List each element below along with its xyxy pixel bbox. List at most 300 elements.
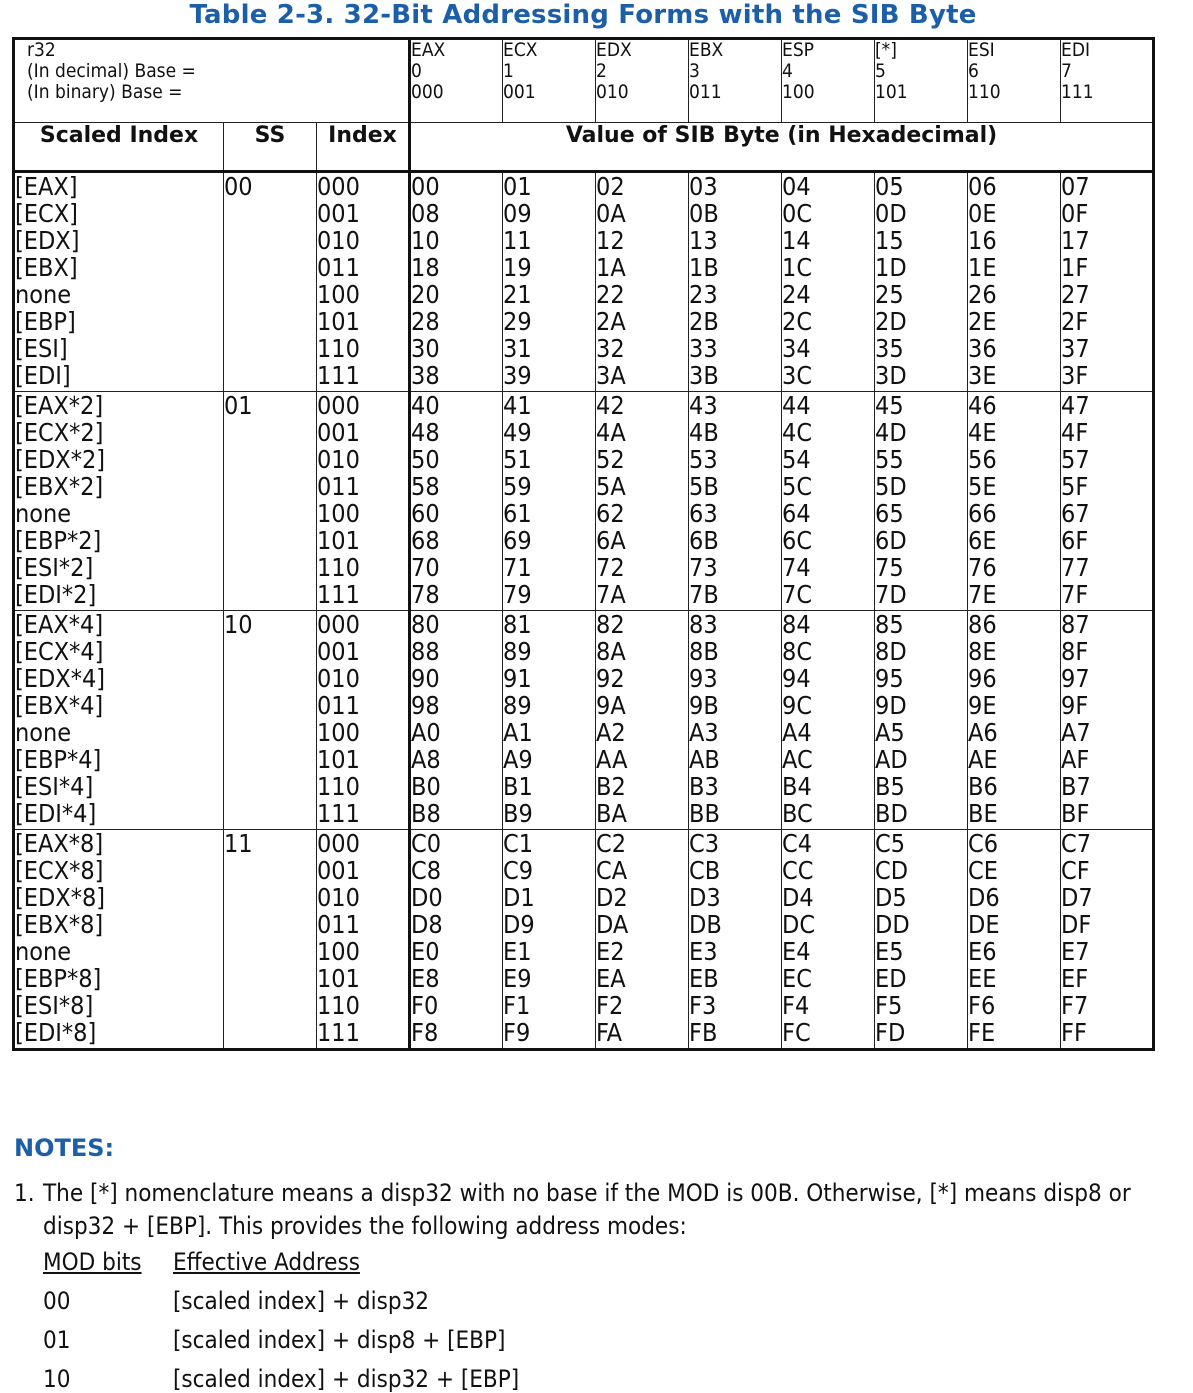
index-value: 101 <box>317 307 360 336</box>
scaled-index-cell <box>14 830 224 1050</box>
sib-hex-value: 85 <box>875 610 904 639</box>
sib-value-cell <box>689 392 782 611</box>
sib-hex-value: B5 <box>875 772 905 801</box>
base-column-header <box>596 39 689 123</box>
base-binary-label: (In binary) Base = <box>27 81 183 103</box>
sib-hex-value: 65 <box>875 499 904 528</box>
sib-value-cell <box>596 172 689 392</box>
sib-hex-value: 4A <box>596 418 626 447</box>
sib-value-cell <box>968 611 1061 830</box>
sib-hex-value: 67 <box>1061 499 1090 528</box>
scaled-index-value: [EDI*8] <box>15 1018 97 1047</box>
sib-table <box>12 37 1155 1051</box>
sib-hex-value: E8 <box>411 964 440 993</box>
sib-hex-value: 5A <box>596 472 626 501</box>
sib-hex-value: D8 <box>411 910 443 939</box>
base-dec: 4 <box>782 60 793 82</box>
sib-value-cell <box>410 172 503 392</box>
sib-hex-value: BC <box>782 799 813 828</box>
effective-address-value: [scaled index] + disp32 + [EBP] <box>173 1365 520 1393</box>
sib-hex-value: CA <box>596 856 628 885</box>
index-value: 011 <box>317 253 360 282</box>
sib-hex-value: B1 <box>503 772 533 801</box>
sib-hex-value: 91 <box>503 664 532 693</box>
sib-hex-value: 29 <box>503 307 532 336</box>
sib-hex-value: 19 <box>503 253 532 282</box>
sib-hex-value: 3C <box>782 361 813 390</box>
sib-value-header: Value of SIB Byte (in Hexadecimal) <box>410 123 1154 172</box>
index-cell <box>317 830 410 1050</box>
base-name: ECX <box>503 39 538 61</box>
sib-value-cell <box>503 172 596 392</box>
sib-hex-value: 23 <box>689 280 718 309</box>
sib-hex-value: 02 <box>596 172 625 201</box>
scaled-index-value: [EDX*2] <box>15 445 106 474</box>
sib-hex-value: D5 <box>875 883 907 912</box>
scale-group-row <box>14 392 1154 611</box>
sib-hex-value: CD <box>875 856 909 885</box>
sib-hex-value: 94 <box>782 664 811 693</box>
index-value: 111 <box>317 1018 360 1047</box>
base-decimal-label: (In decimal) Base = <box>27 60 196 82</box>
scaled-index-value: [EDI] <box>15 361 71 390</box>
sib-hex-value: 57 <box>1061 445 1090 474</box>
r32-label: r32 <box>27 39 56 61</box>
index-value: 011 <box>317 910 360 939</box>
index-header: Index <box>317 123 410 172</box>
sib-hex-value: 92 <box>596 664 625 693</box>
sib-hex-value: 2C <box>782 307 813 336</box>
sib-hex-value: 4B <box>689 418 719 447</box>
sib-hex-value: 8A <box>596 637 626 666</box>
sib-hex-value: 7F <box>1061 580 1089 609</box>
sib-hex-value: 32 <box>596 334 625 363</box>
sib-hex-value: 81 <box>503 610 532 639</box>
sib-hex-value: 31 <box>503 334 532 363</box>
sib-hex-value: 8E <box>968 637 997 666</box>
scaled-index-value: none <box>15 718 72 747</box>
scaled-index-value: [ECX*2] <box>15 418 104 447</box>
sib-hex-value: 69 <box>503 526 532 555</box>
effective-address-header: Effective Address <box>173 1248 360 1276</box>
sib-hex-value: 62 <box>596 499 625 528</box>
sib-hex-value: 4E <box>968 418 997 447</box>
sib-hex-value: 70 <box>411 553 440 582</box>
sib-hex-value: 18 <box>411 253 440 282</box>
index-value: 010 <box>317 883 360 912</box>
sib-hex-value: 09 <box>503 199 532 228</box>
sib-hex-value: 6E <box>968 526 997 555</box>
sib-hex-value: 82 <box>596 610 625 639</box>
sib-hex-value: ED <box>875 964 907 993</box>
sib-hex-value: 88 <box>411 637 440 666</box>
base-name: ESP <box>782 39 814 61</box>
sib-hex-value: 38 <box>411 361 440 390</box>
sib-hex-value: 61 <box>503 499 532 528</box>
sib-hex-value: F6 <box>968 991 996 1020</box>
sib-hex-value: 63 <box>689 499 718 528</box>
sib-hex-value: 1F <box>1061 253 1089 282</box>
sib-hex-value: 56 <box>968 445 997 474</box>
scaled-index-value: [ESI*2] <box>15 553 94 582</box>
base-name: EAX <box>411 39 446 61</box>
sib-hex-value: 12 <box>596 226 625 255</box>
sib-hex-value: 36 <box>968 334 997 363</box>
sib-hex-value: 40 <box>411 391 440 420</box>
sib-hex-value: 24 <box>782 280 811 309</box>
sib-hex-value: D7 <box>1061 883 1093 912</box>
scaled-index-value: [EBP] <box>15 307 76 336</box>
sib-value-cell <box>410 611 503 830</box>
index-value: 111 <box>317 361 360 390</box>
scaled-index-value: [ESI*8] <box>15 991 94 1020</box>
sib-value-cell <box>968 172 1061 392</box>
sib-hex-value: 78 <box>411 580 440 609</box>
sib-hex-value: 1A <box>596 253 626 282</box>
sib-hex-value: 27 <box>1061 280 1090 309</box>
scaled-index-value: [EDI*4] <box>15 799 97 828</box>
base-name: EBX <box>689 39 724 61</box>
base-bin: 101 <box>875 81 908 103</box>
sib-hex-value: A9 <box>503 745 533 774</box>
scaled-index-value: [EBX] <box>15 253 78 282</box>
sib-hex-value: 2F <box>1061 307 1089 336</box>
scale-group-row <box>14 172 1154 392</box>
sib-hex-value: 83 <box>689 610 718 639</box>
sib-hex-value: AB <box>689 745 720 774</box>
sib-hex-value: C6 <box>968 829 999 858</box>
sib-hex-value: E4 <box>782 937 811 966</box>
sib-hex-value: 26 <box>968 280 997 309</box>
sib-hex-value: FD <box>875 1018 906 1047</box>
sib-hex-value: 45 <box>875 391 904 420</box>
sib-hex-value: B7 <box>1061 772 1091 801</box>
sib-hex-value: DC <box>782 910 816 939</box>
sib-hex-value: E5 <box>875 937 904 966</box>
sib-hex-value: F0 <box>411 991 439 1020</box>
sib-hex-value: 75 <box>875 553 904 582</box>
sib-hex-value: 50 <box>411 445 440 474</box>
effective-address-value: [scaled index] + disp8 + [EBP] <box>173 1326 506 1354</box>
table-title: Table 2-3. 32-Bit Addressing Forms with the SIB Byte <box>189 0 977 30</box>
sib-hex-value: CE <box>968 856 998 885</box>
scaled-index-value: [EAX*4] <box>15 610 104 639</box>
sib-hex-value: DB <box>689 910 722 939</box>
sib-hex-value: 2A <box>596 307 626 336</box>
sib-hex-value: CC <box>782 856 814 885</box>
sib-hex-value: FA <box>596 1018 623 1047</box>
base-dec: 1 <box>503 60 514 82</box>
sib-hex-value: B6 <box>968 772 998 801</box>
scaled-index-value: [EDX*4] <box>15 664 106 693</box>
scaled-index-value: [EBX*8] <box>15 910 104 939</box>
sib-hex-value: EB <box>689 964 719 993</box>
sib-hex-value: D3 <box>689 883 721 912</box>
index-value: 010 <box>317 445 360 474</box>
index-value: 001 <box>317 856 360 885</box>
sib-hex-value: E3 <box>689 937 718 966</box>
sib-hex-value: 9B <box>689 691 719 720</box>
sib-hex-value: 86 <box>968 610 997 639</box>
index-value: 010 <box>317 664 360 693</box>
sib-hex-value: FC <box>782 1018 811 1047</box>
sib-hex-value: 16 <box>968 226 997 255</box>
sib-hex-value: C8 <box>411 856 442 885</box>
scaled-index-value: [ECX] <box>15 199 78 228</box>
sib-hex-value: 71 <box>503 553 532 582</box>
scaled-index-value: [ECX*8] <box>15 856 104 885</box>
sib-value-cell <box>1061 830 1154 1050</box>
sib-hex-value: 77 <box>1061 553 1090 582</box>
index-cell <box>317 172 410 392</box>
scaled-index-value: [EBX*4] <box>15 691 104 720</box>
sib-hex-value: 11 <box>503 226 532 255</box>
sib-hex-value: 8D <box>875 637 907 666</box>
sib-hex-value: 0D <box>875 199 907 228</box>
sib-hex-value: F4 <box>782 991 810 1020</box>
sib-hex-value: B2 <box>596 772 626 801</box>
sib-value-cell <box>503 830 596 1050</box>
sib-value-cell <box>875 172 968 392</box>
sib-hex-value: 7B <box>689 580 719 609</box>
scaled-index-value: [EAX] <box>15 172 78 201</box>
sib-value-cell <box>875 611 968 830</box>
sib-hex-value: 20 <box>411 280 440 309</box>
sib-hex-value: 3E <box>968 361 997 390</box>
sib-hex-value: 47 <box>1061 391 1090 420</box>
scaled-index-cell <box>14 392 224 611</box>
notes-title: NOTES: <box>14 1134 115 1162</box>
sib-hex-value: F5 <box>875 991 903 1020</box>
index-value: 111 <box>317 799 360 828</box>
sib-value-cell <box>875 392 968 611</box>
ss-cell <box>224 172 317 392</box>
sib-hex-value: 74 <box>782 553 811 582</box>
mod-bits-header: MOD bits <box>43 1248 142 1276</box>
sib-hex-value: 7D <box>875 580 907 609</box>
index-value: 100 <box>317 280 360 309</box>
sib-hex-value: 0E <box>968 199 997 228</box>
sib-hex-value: BB <box>689 799 720 828</box>
sib-hex-value: F3 <box>689 991 717 1020</box>
sib-hex-value: 06 <box>968 172 997 201</box>
base-dec: 5 <box>875 60 886 82</box>
sib-hex-value: 6F <box>1061 526 1089 555</box>
sib-hex-value: E1 <box>503 937 532 966</box>
sib-hex-value: 60 <box>411 499 440 528</box>
sib-value-cell <box>782 830 875 1050</box>
base-header-row <box>14 39 1154 123</box>
ss-value: 00 <box>224 172 253 201</box>
sib-hex-value: 4F <box>1061 418 1089 447</box>
sib-hex-value: 22 <box>596 280 625 309</box>
sib-hex-value: 53 <box>689 445 718 474</box>
sib-hex-value: 9C <box>782 691 813 720</box>
sib-hex-value: 15 <box>875 226 904 255</box>
sib-hex-value: 46 <box>968 391 997 420</box>
sib-value-cell <box>596 392 689 611</box>
sib-hex-value: F9 <box>503 1018 531 1047</box>
sib-value-cell <box>689 172 782 392</box>
index-value: 100 <box>317 937 360 966</box>
sib-hex-value: 17 <box>1061 226 1090 255</box>
scaled-index-value: [EDX*8] <box>15 883 106 912</box>
base-column-header <box>689 39 782 123</box>
index-value: 001 <box>317 637 360 666</box>
sib-hex-value: 35 <box>875 334 904 363</box>
base-bin: 010 <box>596 81 629 103</box>
sib-hex-value: C4 <box>782 829 813 858</box>
sib-hex-value: C3 <box>689 829 720 858</box>
scaled-index-value: [EDX] <box>15 226 80 255</box>
ss-cell <box>224 611 317 830</box>
sib-hex-value: 13 <box>689 226 718 255</box>
sib-hex-value: B0 <box>411 772 441 801</box>
sib-value-cell <box>1061 172 1154 392</box>
sib-hex-value: 0A <box>596 199 626 228</box>
sib-hex-value: 2E <box>968 307 997 336</box>
scaled-index-value: none <box>15 280 72 309</box>
sib-hex-value: 72 <box>596 553 625 582</box>
sib-hex-value: 14 <box>782 226 811 255</box>
sib-hex-value: 01 <box>503 172 532 201</box>
sib-hex-value: 28 <box>411 307 440 336</box>
sib-value-cell <box>410 392 503 611</box>
sib-hex-value: 44 <box>782 391 811 420</box>
sib-hex-value: 98 <box>411 691 440 720</box>
ss-header: SS <box>224 123 317 172</box>
base-dec: 6 <box>968 60 979 82</box>
column-header-row <box>14 123 1154 172</box>
scaled-index-value: none <box>15 499 72 528</box>
sib-hex-value: 7A <box>596 580 626 609</box>
mod-bits-value: 00 <box>43 1287 71 1315</box>
index-value: 011 <box>317 472 360 501</box>
sib-hex-value: DE <box>968 910 1000 939</box>
sib-hex-value: A5 <box>875 718 905 747</box>
sib-hex-value: 4D <box>875 418 907 447</box>
scaled-index-value: none <box>15 937 72 966</box>
sib-hex-value: 37 <box>1061 334 1090 363</box>
scale-group-row <box>14 830 1154 1050</box>
sib-hex-value: 6D <box>875 526 907 555</box>
base-dec: 0 <box>411 60 422 82</box>
sib-hex-value: 9A <box>596 691 626 720</box>
index-value: 110 <box>317 991 360 1020</box>
sib-hex-value: E7 <box>1061 937 1090 966</box>
base-dec: 3 <box>689 60 700 82</box>
sib-hex-value: 10 <box>411 226 440 255</box>
mod-bits-value: 10 <box>43 1365 71 1393</box>
scaled-index-value: [EAX*2] <box>15 391 104 420</box>
sib-value-cell <box>968 392 1061 611</box>
sib-hex-value: C7 <box>1061 829 1092 858</box>
sib-hex-value: 5C <box>782 472 813 501</box>
index-value: 101 <box>317 526 360 555</box>
sib-hex-value: 89 <box>503 637 532 666</box>
sib-hex-value: A7 <box>1061 718 1091 747</box>
index-value: 110 <box>317 772 360 801</box>
index-value: 100 <box>317 718 360 747</box>
sib-hex-value: 9E <box>968 691 997 720</box>
note-number: 1. <box>14 1179 35 1207</box>
sib-hex-value: 1D <box>875 253 907 282</box>
sib-hex-value: 79 <box>503 580 532 609</box>
index-value: 111 <box>317 580 360 609</box>
sib-value-cell <box>1061 392 1154 611</box>
sib-hex-value: D6 <box>968 883 1000 912</box>
base-bin: 100 <box>782 81 815 103</box>
ss-value: 11 <box>224 829 253 858</box>
sib-hex-value: 9F <box>1061 691 1089 720</box>
sib-value-cell <box>782 392 875 611</box>
sib-hex-value: AE <box>968 745 998 774</box>
scale-group-row <box>14 611 1154 830</box>
sib-hex-value: 34 <box>782 334 811 363</box>
sib-hex-value: 51 <box>503 445 532 474</box>
sib-hex-value: DF <box>1061 910 1092 939</box>
base-column-header <box>410 39 503 123</box>
sib-hex-value: 5D <box>875 472 907 501</box>
sib-hex-value: A2 <box>596 718 626 747</box>
base-name: EDI <box>1061 39 1091 61</box>
index-value: 000 <box>317 610 360 639</box>
base-name: ESI <box>968 39 995 61</box>
sib-hex-value: 0C <box>782 199 813 228</box>
sib-hex-value: 8F <box>1061 637 1089 666</box>
sib-hex-value: 05 <box>875 172 904 201</box>
sib-hex-value: 55 <box>875 445 904 474</box>
sib-hex-value: 3F <box>1061 361 1089 390</box>
index-value: 110 <box>317 334 360 363</box>
sib-value-cell <box>1061 611 1154 830</box>
scaled-index-cell <box>14 172 224 392</box>
sib-hex-value: B3 <box>689 772 719 801</box>
index-value: 010 <box>317 226 360 255</box>
sib-hex-value: C5 <box>875 829 906 858</box>
base-column-header <box>782 39 875 123</box>
sib-hex-value: EC <box>782 964 812 993</box>
sib-hex-value: AA <box>596 745 628 774</box>
sib-hex-value: AC <box>782 745 813 774</box>
sib-hex-value: DA <box>596 910 629 939</box>
base-bin: 111 <box>1061 81 1094 103</box>
sib-value-cell <box>968 830 1061 1050</box>
sib-hex-value: 7C <box>782 580 813 609</box>
sib-hex-value: 8B <box>689 637 719 666</box>
sib-hex-value: 52 <box>596 445 625 474</box>
sib-hex-value: A8 <box>411 745 441 774</box>
sib-hex-value: C0 <box>411 829 442 858</box>
sib-hex-value: D4 <box>782 883 814 912</box>
sib-hex-value: 1B <box>689 253 719 282</box>
sib-value-cell <box>503 392 596 611</box>
scaled-index-cell <box>14 611 224 830</box>
base-column-header <box>503 39 596 123</box>
sib-hex-value: 43 <box>689 391 718 420</box>
sib-hex-value: 21 <box>503 280 532 309</box>
sib-hex-value: E2 <box>596 937 625 966</box>
base-bin: 011 <box>689 81 722 103</box>
scaled-index-value: [EBX*2] <box>15 472 104 501</box>
sib-hex-value: F2 <box>596 991 624 1020</box>
scaled-index-value: [ESI*4] <box>15 772 94 801</box>
sib-hex-value: B9 <box>503 799 533 828</box>
index-value: 100 <box>317 499 360 528</box>
base-column-header <box>1061 39 1154 123</box>
base-name: [*] <box>875 39 897 61</box>
sib-hex-value: BA <box>596 799 627 828</box>
